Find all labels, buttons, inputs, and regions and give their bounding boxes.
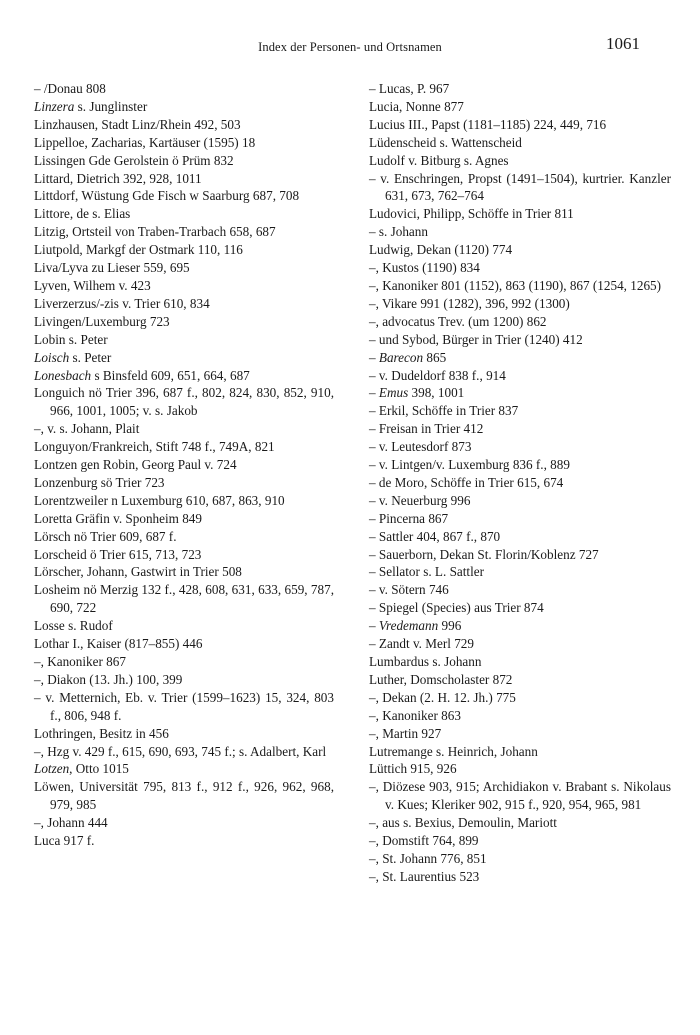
index-entry: – Erkil, Schöffe in Trier 837 bbox=[369, 403, 519, 419]
index-entry: Lippelloe, Zacharias, Kartäuser (1595) 18 bbox=[34, 134, 256, 150]
index-entry: Lonzenburg sö Trier 723 bbox=[34, 474, 165, 490]
index-entry: Longuich nö Trier 396, 687 f., 802, 824, 830, 852, 910, 966, 1001, 1005; v. s. Jakob bbox=[34, 385, 334, 419]
index-entry: Löwen, Universität 795, 813 f., 912 f., 926, 962, 968, 979, 985 bbox=[34, 779, 334, 813]
index-entry: –, Domstift 764, 899 bbox=[369, 833, 479, 849]
index-entry: Lobin s. Peter bbox=[34, 331, 108, 347]
index-entry: –, Kanoniker 867 bbox=[34, 654, 126, 669]
index-entry: Lonesbach s Binsfeld 609, 651, 664, 687 bbox=[34, 367, 250, 383]
index-entry: –, St. Johann 776, 851 bbox=[369, 850, 487, 866]
index-entry: Litzig, Ortsteil von Traben-Trarbach 658, 687 bbox=[34, 224, 276, 240]
index-entry: Littore, de s. Elias bbox=[34, 206, 131, 222]
index-entry: – Sauerborn, Dekan St. Florin/Koblenz 727 bbox=[369, 546, 599, 562]
index-entry: –, Diakon (13. Jh.) 100, 399 bbox=[34, 671, 183, 687]
index-entry: –, v. s. Johann, Plait bbox=[34, 421, 140, 437]
index-entry: Losse s. Rudof bbox=[34, 618, 113, 634]
index-entry: Littdorf, Wüstung Gde Fisch w Saarburg 687, 708 bbox=[34, 188, 300, 204]
index-entry: – Emus 398, 1001 bbox=[369, 385, 465, 401]
index-entry: Liverzerzus/-zis v. Trier 610, 834 bbox=[34, 295, 210, 311]
index-entry: – Vredemann 996 bbox=[369, 618, 462, 634]
running-head: Index der Personen- und Ortsnamen bbox=[258, 40, 442, 54]
index-entry: –, Dekan (2. H. 12. Jh.) 775 bbox=[369, 689, 516, 705]
index-entry: –, aus s. Bexius, Demoulin, Mariott bbox=[369, 815, 557, 831]
index-entry: – v. Enschringen, Propst (1491–1504), kurtrier. Kanzler 631, 673, 762–764 bbox=[369, 170, 671, 204]
index-entry: Longuyon/Frankreich, Stift 748 f., 749A, 821 bbox=[34, 439, 275, 455]
index-entry: Liva/Lyva zu Lieser 559, 695 bbox=[34, 260, 190, 276]
index-entry: – s. Johann bbox=[369, 224, 428, 240]
index-entry: – Spiegel (Species) aus Trier 874 bbox=[369, 600, 544, 616]
index-entry: –, Martin 927 bbox=[369, 725, 442, 741]
index-column-left bbox=[34, 80, 334, 850]
index-entry: – Barecon 865 bbox=[369, 349, 447, 365]
index-entry: Lissingen Gde Gerolstein ö Prüm 832 bbox=[34, 152, 234, 168]
index-entry: Lotzen, Otto 1015 bbox=[34, 761, 129, 777]
index-entry: –, Kustos (1190) 834 bbox=[369, 260, 480, 276]
index-entry: Lothar I., Kaiser (817–855) 446 bbox=[34, 636, 203, 652]
index-entry: – Freisan in Trier 412 bbox=[369, 421, 484, 437]
index-entry: – Zandt v. Merl 729 bbox=[369, 636, 474, 652]
index-entry: Lutremange s. Heinrich, Johann bbox=[369, 743, 538, 759]
index-entry: – v. Leutesdorf 873 bbox=[369, 439, 472, 455]
index-entry: – Sattler 404, 867 f., 870 bbox=[369, 528, 501, 544]
index-entry: – de Moro, Schöffe in Trier 615, 674 bbox=[369, 474, 564, 490]
index-entry: Loretta Gräfin v. Sponheim 849 bbox=[34, 510, 202, 526]
index-entry: – Lucas, P. 967 bbox=[369, 81, 450, 96]
index-entry: Loisch s. Peter bbox=[34, 349, 112, 365]
page-number: 1061 bbox=[606, 34, 640, 53]
index-entry: – v. Neuerburg 996 bbox=[369, 492, 471, 508]
index-entry: Lüttich 915, 926 bbox=[369, 761, 457, 777]
index-entry: Livingen/Luxemburg 723 bbox=[34, 313, 170, 329]
index-entry: Luther, Domscholaster 872 bbox=[369, 671, 513, 687]
index-entry: –, Johann 444 bbox=[34, 815, 108, 831]
index-entry: – v. Sötern 746 bbox=[369, 582, 449, 598]
index-entry: –, Kanoniker 863 bbox=[369, 707, 461, 723]
index-entry: Lörsch nö Trier 609, 687 f. bbox=[34, 528, 177, 544]
index-entry: Losheim nö Merzig 132 f., 428, 608, 631, 633, 659, 787, 690, 722 bbox=[34, 582, 334, 616]
index-entry: Lorentzweiler n Luxemburg 610, 687, 863, 910 bbox=[34, 492, 285, 508]
index-entry: –, St. Laurentius 523 bbox=[369, 868, 480, 884]
index-entry: Lüdenscheid s. Wattenscheid bbox=[369, 134, 522, 150]
index-entry: Linzera s. Junglinster bbox=[34, 98, 148, 114]
index-entry: – /Donau 808 bbox=[34, 81, 106, 96]
index-entry: Lörscher, Johann, Gastwirt in Trier 508 bbox=[34, 564, 242, 580]
index-entry: –, Diözese 903, 915; Archidiakon v. Brabant s. Nikolaus v. Kues; Kleriker 902, 915 f., 920, 954, 965, 981 bbox=[369, 779, 671, 813]
index-entry: –, Vikare 991 (1282), 396, 992 (1300) bbox=[369, 295, 570, 311]
index-entry: –, Kanoniker 801 (1152), 863 (1190), 867 (1254, 1265) bbox=[369, 277, 662, 293]
index-entry: Ludwig, Dekan (1120) 774 bbox=[369, 242, 513, 258]
index-entry: Liutpold, Markgf der Ostmark 110, 116 bbox=[34, 242, 243, 258]
index-entry: – und Sybod, Bürger in Trier (1240) 412 bbox=[369, 331, 583, 347]
index-column-right bbox=[369, 80, 671, 886]
index-entry: –, Hzg v. 429 f., 615, 690, 693, 745 f.; s. Adalbert, Karl bbox=[34, 743, 327, 759]
index-entry: – Pincerna 867 bbox=[369, 510, 449, 526]
index-entry: Littard, Dietrich 392, 928, 1011 bbox=[34, 170, 202, 186]
index-entry: Lucia, Nonne 877 bbox=[369, 98, 464, 114]
index-entry: – v. Metternich, Eb. v. Trier (1599–1623) 15, 324, 803 f., 806, 948 f. bbox=[34, 689, 334, 723]
index-entry: – v. Dudeldorf 838 f., 914 bbox=[369, 367, 506, 383]
index-entry: Lothringen, Besitz in 456 bbox=[34, 725, 169, 741]
index-entry: Lorscheid ö Trier 615, 713, 723 bbox=[34, 546, 202, 562]
index-entry: Lumbardus s. Johann bbox=[369, 654, 482, 669]
index-entry: Ludovici, Philipp, Schöffe in Trier 811 bbox=[369, 206, 574, 222]
index-entry: Lontzen gen Robin, Georg Paul v. 724 bbox=[34, 457, 237, 473]
index-entry: –, advocatus Trev. (um 1200) 862 bbox=[369, 313, 547, 329]
index-entry: Lucius III., Papst (1181–1185) 224, 449, 716 bbox=[369, 116, 607, 132]
index-entry: – v. Lintgen/v. Luxemburg 836 f., 889 bbox=[369, 457, 570, 473]
index-entry: Ludolf v. Bitburg s. Agnes bbox=[369, 152, 509, 168]
index-entry: – Sellator s. L. Sattler bbox=[369, 564, 485, 580]
index-entry: Linzhausen, Stadt Linz/Rhein 492, 503 bbox=[34, 116, 241, 132]
index-entry: Lyven, Wilhem v. 423 bbox=[34, 277, 151, 293]
index-entry: Luca 917 f. bbox=[34, 833, 95, 849]
